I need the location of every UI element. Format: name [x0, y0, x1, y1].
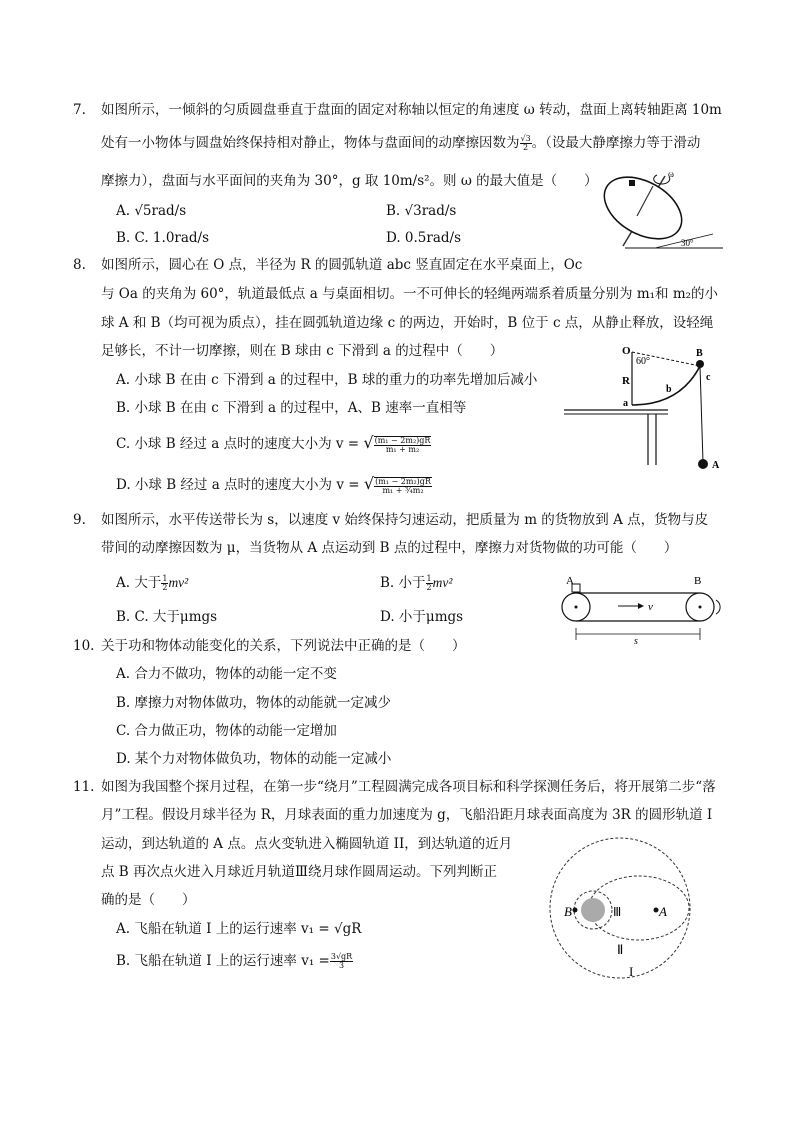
q8-option-b[interactable]: B. 小球 B 在由 c 下滑到 a 的过程中，A、B 速率一直相等: [116, 400, 467, 416]
q11-moon: [581, 898, 605, 922]
svg-text:B: B: [694, 575, 702, 587]
q11-point-a: [654, 908, 659, 913]
svg-text:A: A: [712, 460, 720, 471]
q7-omega-label: ω: [668, 169, 674, 179]
svg-text:Ⅲ: Ⅲ: [613, 905, 622, 919]
svg-text:B: B: [696, 348, 703, 359]
q7-option-b[interactable]: B. √3rad/s: [386, 203, 457, 219]
q8-ball-a: [698, 459, 708, 469]
q9-option-d[interactable]: D. 小于μmgs: [380, 609, 464, 625]
q10-option-b[interactable]: B. 摩擦力对物体做功，物体的动能就一定减少: [116, 695, 392, 711]
q9-option-b[interactable]: B. 小于 $\frac{1}{2}$ mv²: [380, 574, 453, 592]
q7-angle-label: 30°: [681, 238, 694, 248]
q9-stem-line1: 如图所示，水平传送带长为 s，以速度 v 始终保持匀速运动，把质量为 m 的货物放到 A 点，货物与皮: [101, 512, 709, 528]
svg-text:b: b: [666, 384, 672, 395]
q9-conveyor-belt-figure: [560, 572, 730, 647]
q7-stem-line2: [101, 134, 700, 152]
q8-option-a[interactable]: A. 小球 B 在由 c 下滑到 a 的过程中，B 球的重力的功率先增加后减小: [116, 372, 538, 388]
q10-number: 10.: [73, 638, 95, 654]
q11-stem-line1: 如图为我国整个探月过程，在第一步“绕月”工程圆满完成各项目标和科学探测任务后，将开展第二步“落: [101, 779, 716, 795]
q9-stem-line2: 带间的动摩擦因数为 μ，当货物从 A 点运动到 B 点的过程中，摩擦力对货物做的功可能（ ）: [101, 540, 678, 556]
q9-option-a[interactable]: A. 大于 $\frac{1}{2}$ mv²: [116, 574, 189, 592]
q11-lunar-orbit-figure: [525, 830, 725, 980]
q8-stem-line3: 球 A 和 B（均可视为质点），挂在圆弧轨道边缘 c 的两边，开始时，B 位于 c 点，从静止释放，设轻绳: [101, 315, 714, 331]
q7-mu-fraction: $\frac{√3}{2}$: [520, 134, 531, 152]
q10-option-d[interactable]: D. 某个力对物体做负功，物体的动能一定减小: [116, 751, 392, 767]
q8-number: 8.: [73, 257, 86, 273]
q8-stem-line1: 如图所示，圆心在 O 点，半径为 R 的圆弧轨道 abc 竖直固定在水平桌面上，Oc: [101, 257, 583, 273]
q8-option-d[interactable]: D. 小球 B 经过 a 点时的速度大小为 v = √ $\frac{\text{(m₁ − 2m₂)gR}}{\text{m₁ + ³⁄₄m₂}}$: [116, 474, 431, 495]
q8-option-c[interactable]: C. 小球 B 经过 a 点时的速度大小为 v = √ $\frac{\text{(m₁ − 2m₂)gR}}{\text{m₁ + m₂}}$: [116, 433, 431, 454]
q7-option-d[interactable]: D. 0.5rad/s: [386, 230, 462, 246]
svg-text:O: O: [622, 345, 631, 357]
q9-number: 9.: [73, 512, 86, 528]
svg-text:a: a: [623, 398, 628, 409]
q7-stem-line2a: 处有一小物体与圆盘始终保持相对静止，物体与盘面间的动摩擦因数为: [101, 135, 520, 151]
q7-tilted-disk-figure: [595, 166, 725, 256]
q7-number: 7.: [73, 102, 86, 118]
svg-text:s: s: [634, 636, 638, 647]
svg-text:v: v: [648, 601, 653, 613]
q8-option-d-text: D. 小球 B 经过 a 点时的速度大小为 v =: [116, 477, 360, 493]
q8-ball-b: [696, 360, 704, 368]
q8-circular-track-figure: [560, 340, 720, 475]
svg-text:Ⅱ: Ⅱ: [617, 942, 624, 957]
q7-stem-line3: 摩擦力），盘面与水平面间的夹角为 30°，g 取 10m/s²。则 ω 的最大值是（ ）: [101, 173, 598, 189]
q9-option-c[interactable]: B. C. 大于μmgs: [116, 609, 218, 625]
svg-text:I: I: [629, 964, 634, 979]
q11-point-b: [573, 908, 578, 913]
q8-stem-line2: 与 Oa 的夹角为 60°，轨道最低点 a 与桌面相切。一不可伸长的轻绳两端系着质量分别为 m₁和 m₂的小: [101, 286, 719, 302]
svg-text:B: B: [564, 904, 572, 919]
q10-stem: 关于功和物体动能变化的关系，下列说法中正确的是（ ）: [101, 638, 466, 654]
q11-option-b[interactable]: B. 飞船在轨道 I 上的运行速率 v₁ = $\frac{3√gR}{3}$: [116, 952, 353, 970]
q7-option-a[interactable]: A. √5rad/s: [116, 203, 187, 219]
q8-option-c-fraction: $\frac{\text{(m₁ − 2m₂)gR}}{\text{m₁ + m₂}}$: [374, 435, 431, 454]
q8-option-d-fraction: $\frac{\text{(m₁ − 2m₂)gR}}{\text{m₁ + ³⁄₄m₂}}$: [375, 476, 431, 495]
q11-stem-line3: 运动，到达轨道的 A 点。点火变轨进入椭圆轨道 II，到达轨道的近月: [101, 836, 513, 852]
svg-text:A: A: [566, 575, 574, 587]
svg-text:60°: 60°: [636, 356, 650, 367]
q11-stem-line4: 点 B 再次点火进入月球近月轨道Ⅲ绕月球作圆周运动。下列判断正: [101, 864, 498, 880]
q10-option-c[interactable]: C. 合力做正功，物体的动能一定增加: [116, 723, 337, 739]
svg-text:A: A: [659, 904, 667, 919]
svg-text:R: R: [622, 375, 630, 387]
q7-stem-line1: 如图所示，一倾斜的匀质圆盘垂直于盘面的固定对称轴以恒定的角速度 ω 转动，盘面上离转轴距离 10m: [101, 102, 722, 118]
q11-option-a[interactable]: A. 飞船在轨道 I 上的运行速率 v₁ = √gR: [116, 921, 362, 937]
q11-stem-line2: 月”工程。假设月球半径为 R，月球表面的重力加速度为 g，飞船沿距月球表面高度为 3R 的圆形轨道 I: [101, 807, 713, 823]
q7-option-c[interactable]: B. C. 1.0rad/s: [116, 230, 210, 246]
q7-stem-line2b: 。（设最大静摩擦力等于滑动: [531, 135, 701, 151]
q8-stem-line4: 足够长，不计一切摩擦，则在 B 球由 c 下滑到 a 的过程中（ ）: [101, 343, 504, 359]
q7-small-object: [629, 180, 635, 186]
q11-stem-line5: 确的是（ ）: [101, 892, 196, 908]
svg-text:c: c: [706, 372, 711, 383]
q11-number: 11.: [73, 779, 95, 795]
q10-option-a[interactable]: A. 合力不做功，物体的动能一定不变: [116, 666, 337, 682]
q8-option-c-text: C. 小球 B 经过 a 点时的速度大小为 v =: [116, 436, 360, 452]
q7-disk: [595, 166, 692, 252]
